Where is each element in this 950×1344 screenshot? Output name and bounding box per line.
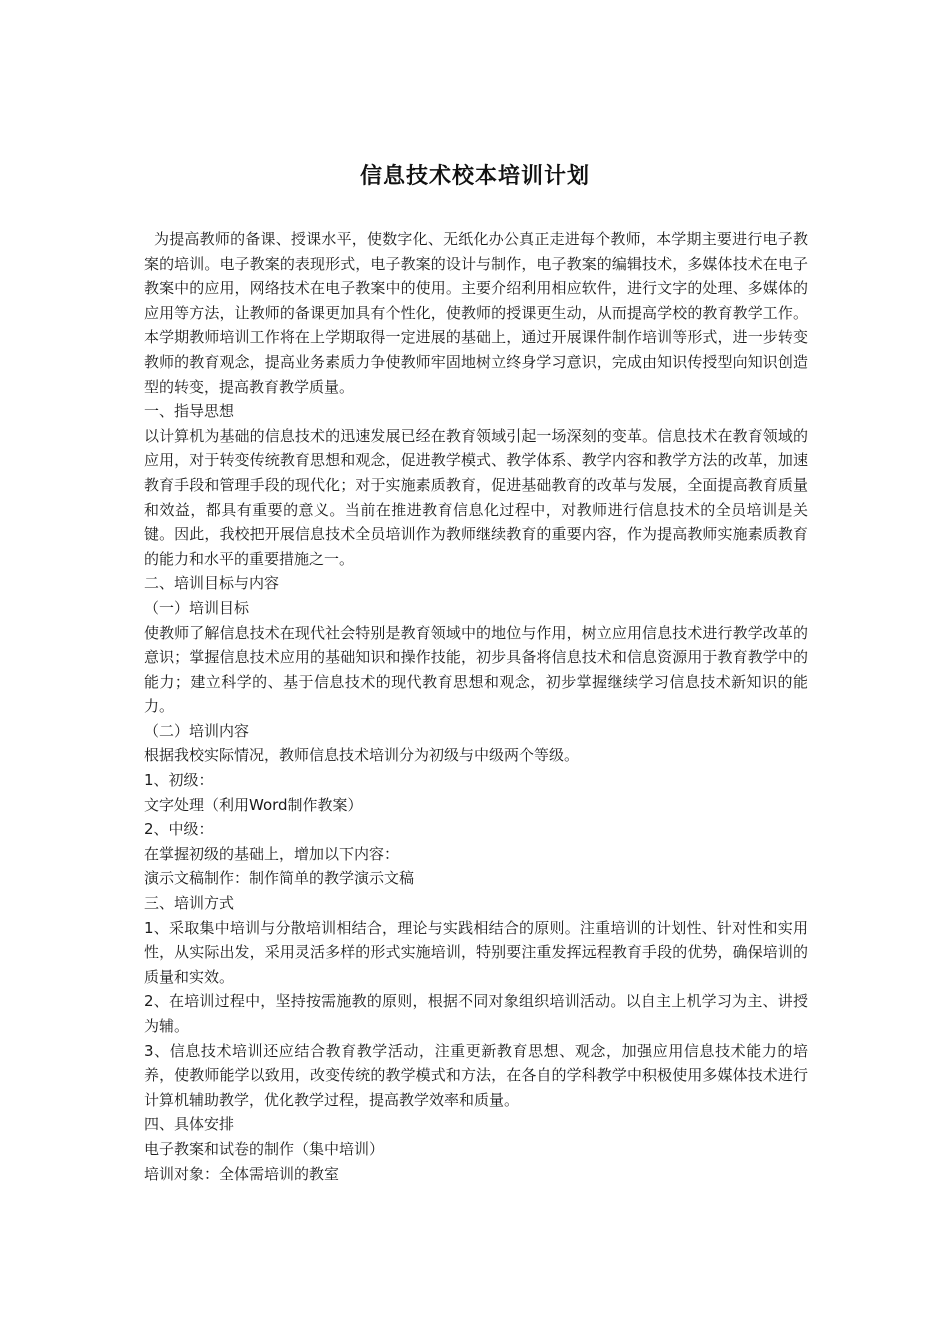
document-title: 信息技术校本培训计划 bbox=[359, 164, 590, 189]
list-item: 1、采取集中培训与分散培训相结合，理论与实践相结合的原则。注重培训的计划性、针对性和实用性，从实际出发，采用灵活多样的形式实施培训，特别要注重发挥远程教育手段的优势，确保培训的质量和实效。 bbox=[144, 918, 808, 986]
body-paragraph: 在掌握初级的基础上，增加以下内容： bbox=[144, 844, 400, 863]
body-paragraph: 文字处理（利用Word制作教案） bbox=[144, 795, 363, 814]
section-heading: 四、具体安排 bbox=[144, 1115, 235, 1134]
section-heading: 一、指导思想 bbox=[144, 402, 235, 421]
document-body bbox=[144, 227, 808, 1186]
list-item: 3、信息技术培训还应结合教育教学活动，注重更新教育思想、观念，加强应用信息技术能力的培养，使教师能学以致用，改变传统的教学模式和方法，在各自的学科教学中积极使用多媒体技术进行计算机辅助教学，优化教学过程，提高教学效率和质量。 bbox=[144, 1041, 808, 1109]
section-heading: 二、培训目标与内容 bbox=[144, 574, 280, 593]
list-item: 2、中级： bbox=[144, 820, 214, 839]
body-paragraph: 培训对象：全体需培训的教室 bbox=[144, 1164, 340, 1183]
subsection-heading: （一）培训目标 bbox=[144, 598, 250, 617]
subsection-heading: （二）培训内容 bbox=[144, 721, 250, 740]
body-paragraph: 根据我校实际情况，教师信息技术培训分为初级与中级两个等级。 bbox=[144, 746, 580, 765]
list-item: 1、初级： bbox=[144, 771, 214, 790]
body-paragraph: 使教师了解信息技术在现代社会特别是教育领域中的地位与作用，树立应用信息技术进行教学改革的意识；掌握信息技术应用的基础知识和操作技能，初步具备将信息技术和信息资源用于教育教学中的能力；建立科学的、基于信息技术的现代教育思想和观念，初步掌握继续学习信息技术新知识的能力。 bbox=[144, 623, 808, 716]
body-paragraph: 以计算机为基础的信息技术的迅速发展已经在教育领域引起一场深刻的变革。信息技术在教育领域的应用，对于转变传统教育思想和观念，促进教学模式、教学体系、教学内容和教学方法的改革，加速教育手段和管理手段的现代化；对于实施素质教育，促进基础教育的改革与发展，全面提高教育质量和效益，都具有重要的意义。当前在推进教育信息化过程中，对教师进行信息技术的全员培训是关键。因此，我校把开展信息技术全员培训作为教师继续教育的重要内容，作为提高教师实施素质教育的能力和水平的重要措施之一。 bbox=[144, 426, 808, 568]
section-heading: 三、培训方式 bbox=[144, 894, 235, 913]
intro-paragraph: 为提高教师的备课、授课水平，使数字化、无纸化办公真正走进每个教师，本学期主要进行电子教案的培训。电子教案的表现形式，电子教案的设计与制作，电子教案的编辑技术，多媒体技术在电子教案中的应用，网络技术在电子教案中的使用。主要介绍利用相应软件，进行文字的处理、多媒体的应用等方法，让教师的备课更加具有个性化，使教师的授课更生动，从而提高学校的教育教学工作。本学期教师培训工作将在上学期取得一定进展的基础上，通过开展课件制作培训等形式，进一步转变教师的教育观念，提高业务素质力争使教师牢固地树立终身学习意识，完成由知识传授型向知识创造型的转变，提高教育教学质量。 bbox=[144, 230, 808, 396]
list-item: 2、在培训过程中，坚持按需施教的原则，根据不同对象组织培训活动。以自主上机学习为主、讲授为辅。 bbox=[144, 992, 808, 1035]
body-paragraph: 电子教案和试卷的制作（集中培训） bbox=[144, 1139, 385, 1158]
body-paragraph: 演示文稿制作：制作简单的教学演示文稿 bbox=[144, 869, 415, 888]
